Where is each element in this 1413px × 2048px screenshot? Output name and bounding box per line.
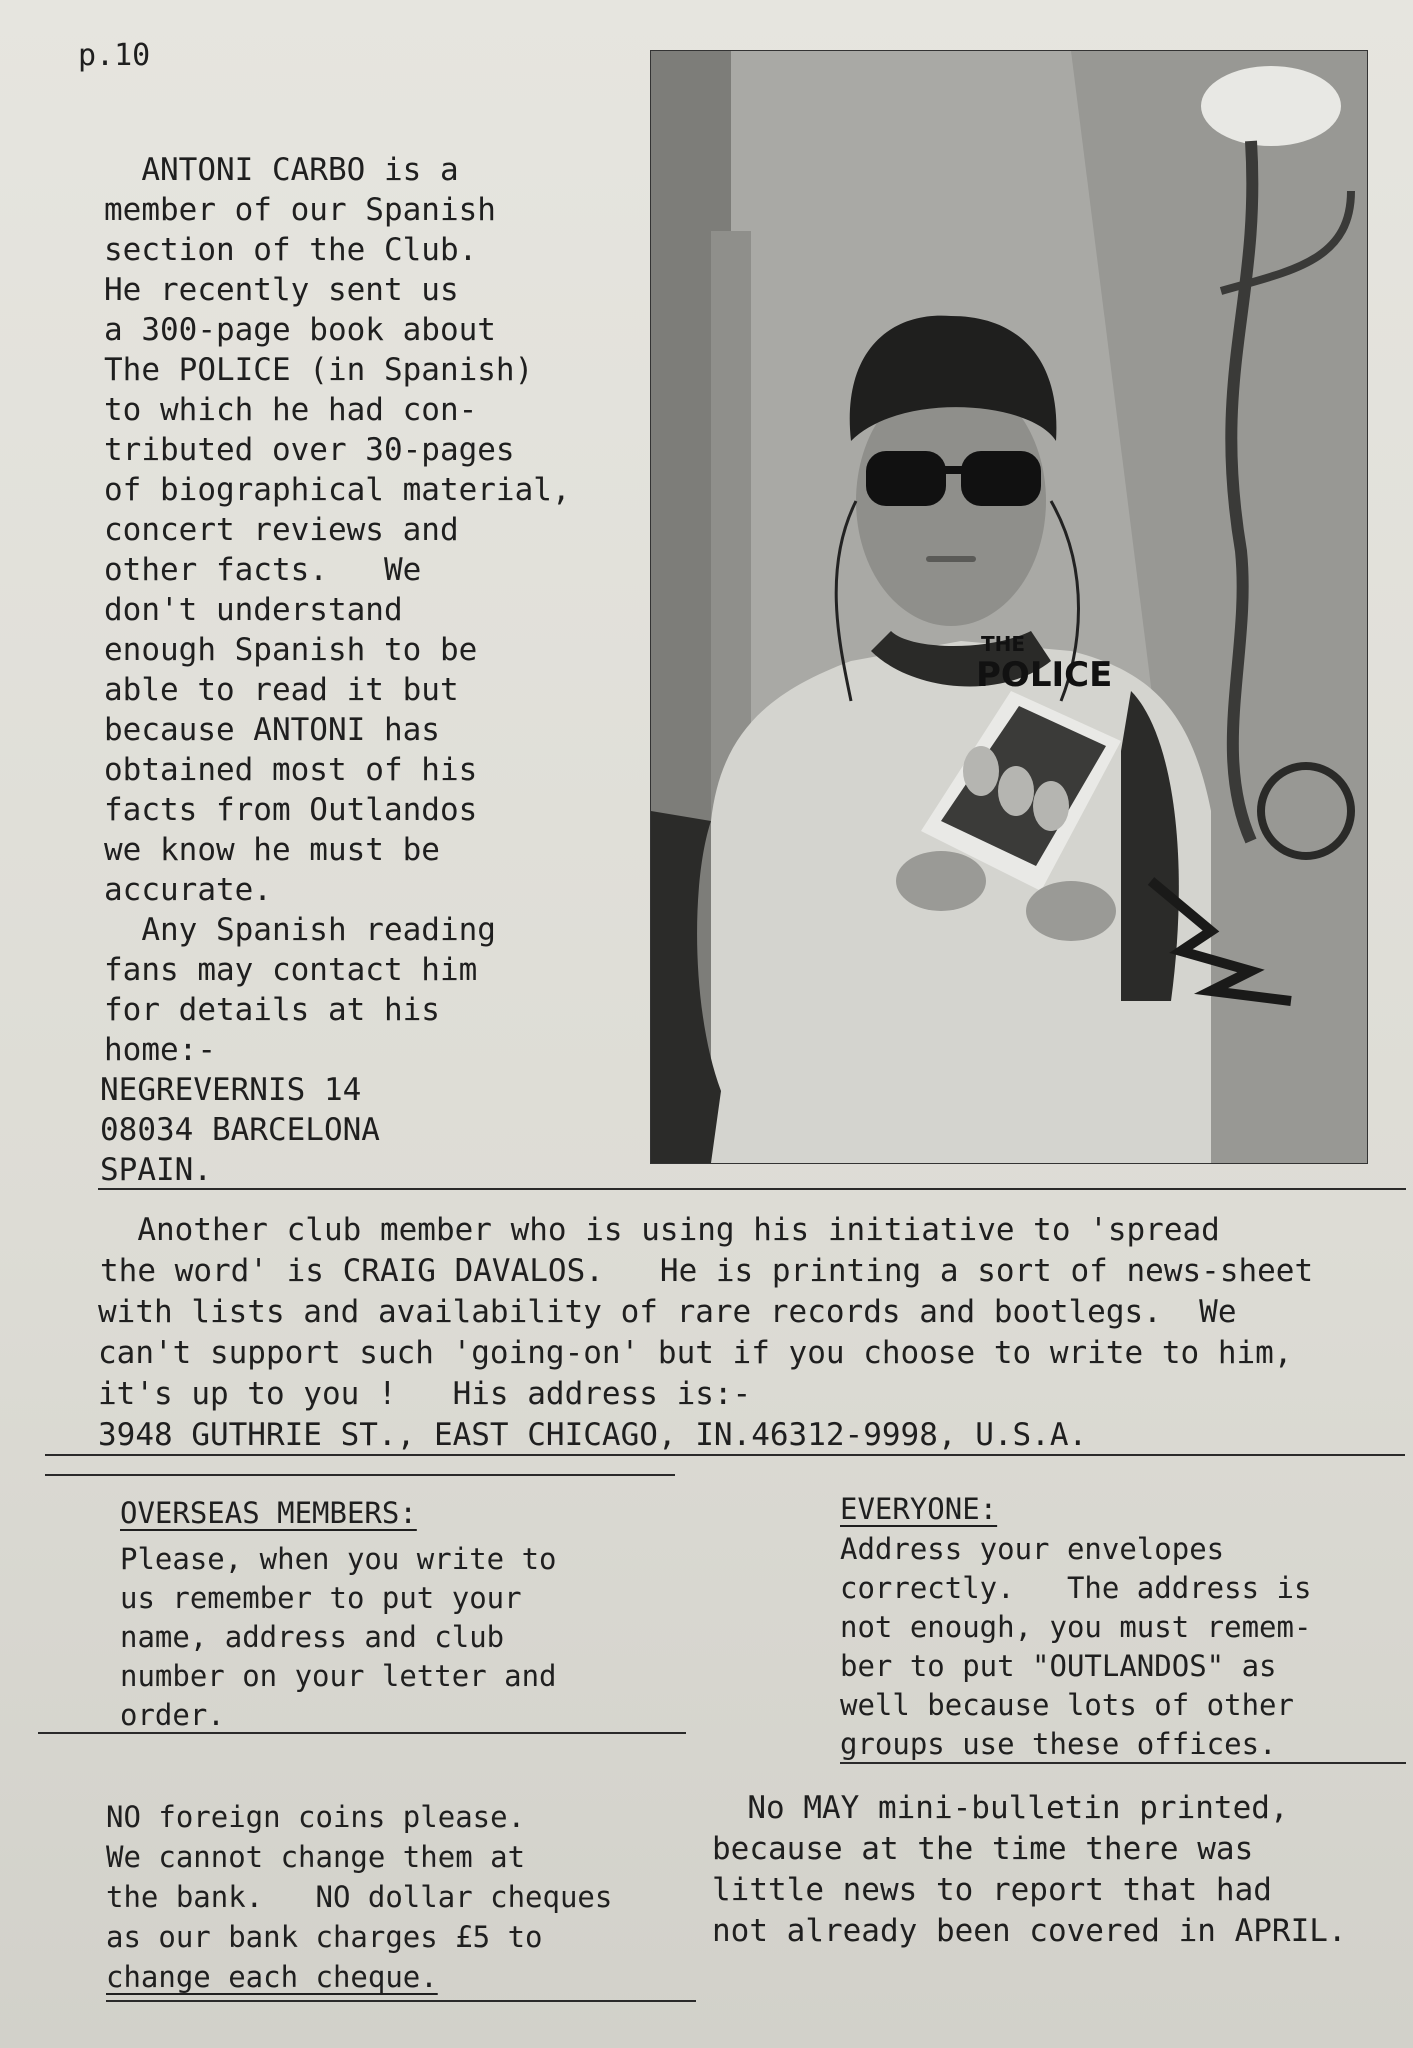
section-divider — [106, 2000, 696, 2002]
carbo-line: for details at his — [104, 992, 440, 1028]
carbo-line: don't understand — [104, 592, 403, 628]
everyone-line: not enough, you must remem- — [840, 1610, 1312, 1644]
carbo-line: enough Spanish to be — [104, 632, 478, 668]
coins-line: change each cheque. — [106, 1960, 438, 1994]
carbo-line: He recently sent us — [104, 272, 459, 308]
carbo-line: other facts. We — [104, 552, 422, 588]
section-divider — [38, 1732, 686, 1734]
page-number: p.10 — [78, 38, 151, 73]
overseas-line: Please, when you write to — [120, 1542, 557, 1576]
carbo-line: member of our Spanish — [104, 192, 496, 228]
bulletin-line: not already been covered in APRIL. — [712, 1913, 1347, 1949]
carbo-line: because ANTONI has — [104, 712, 440, 748]
carbo-line: we know he must be — [104, 832, 440, 868]
carbo-line: ANTONI CARBO is a — [104, 152, 459, 188]
craig-line: with lists and availability of rare records and bootlegs. We — [98, 1294, 1237, 1330]
address-line: SPAIN. — [100, 1152, 212, 1188]
overseas-heading: OVERSEAS MEMBERS: — [120, 1496, 417, 1530]
carbo-line: section of the Club. — [104, 232, 478, 268]
bulletin-line: because at the time there was — [712, 1831, 1254, 1867]
member-photo — [650, 50, 1368, 1164]
craig-line: the word' is CRAIG DAVALOS. He is printing a sort of news-sheet — [100, 1253, 1314, 1289]
photo-logo-the: THE — [981, 632, 1026, 656]
carbo-line: a 300-page book about — [104, 312, 496, 348]
carbo-line: tributed over 30-pages — [104, 432, 515, 468]
carbo-line: of biographical material, — [104, 472, 571, 508]
everyone-line: Address your envelopes — [840, 1532, 1225, 1566]
craig-address: 3948 GUTHRIE ST., EAST CHICAGO, IN.46312-9998, U.S.A. — [98, 1417, 1088, 1453]
section-divider — [98, 1188, 1406, 1190]
section-divider — [840, 1762, 1406, 1764]
craig-line: it's up to you ! His address is:- — [98, 1376, 752, 1412]
carbo-line: to which he had con- — [104, 392, 478, 428]
coins-line: as our bank charges £5 to — [106, 1920, 543, 1954]
everyone-line: correctly. The address is — [840, 1571, 1312, 1605]
carbo-line: obtained most of his — [104, 752, 478, 788]
everyone-heading: EVERYONE: — [840, 1492, 998, 1526]
everyone-line: well because lots of other — [840, 1688, 1294, 1722]
bulletin-line: No MAY mini-bulletin printed, — [710, 1790, 1289, 1826]
address-line: 08034 BARCELONA — [100, 1112, 380, 1148]
coins-line: NO foreign coins please. — [106, 1800, 526, 1834]
craig-line: Another club member who is using his initiative to 'spread — [100, 1212, 1220, 1248]
address-line: NEGREVERNIS 14 — [100, 1072, 362, 1108]
section-divider — [45, 1454, 1405, 1456]
carbo-line: concert reviews and — [104, 512, 459, 548]
coins-line: the bank. NO dollar cheques — [106, 1880, 613, 1914]
craig-line: can't support such 'going-on' but if you choose to write to him, — [98, 1335, 1293, 1371]
section-divider — [45, 1474, 675, 1476]
carbo-line: home:- — [104, 1032, 216, 1068]
coins-line: We cannot change them at — [106, 1840, 526, 1874]
overseas-line: order. — [120, 1698, 225, 1732]
overseas-line: number on your letter and — [120, 1659, 557, 1693]
carbo-line: Any Spanish reading — [104, 912, 496, 948]
carbo-line: fans may contact him — [104, 952, 478, 988]
person-with-book-photo — [651, 51, 1367, 1163]
carbo-line: The POLICE (in Spanish) — [104, 352, 534, 388]
carbo-line: able to read it but — [104, 672, 459, 708]
carbo-line: accurate. — [104, 872, 272, 908]
bulletin-line: little news to report that had — [712, 1872, 1272, 1908]
everyone-line: groups use these offices. — [840, 1727, 1277, 1761]
photo-logo-police: POLICE — [976, 655, 1113, 695]
carbo-line: facts from Outlandos — [104, 792, 478, 828]
overseas-line: us remember to put your — [120, 1581, 522, 1615]
overseas-line: name, address and club — [120, 1620, 505, 1654]
everyone-line: ber to put "OUTLANDOS" as — [840, 1649, 1277, 1683]
